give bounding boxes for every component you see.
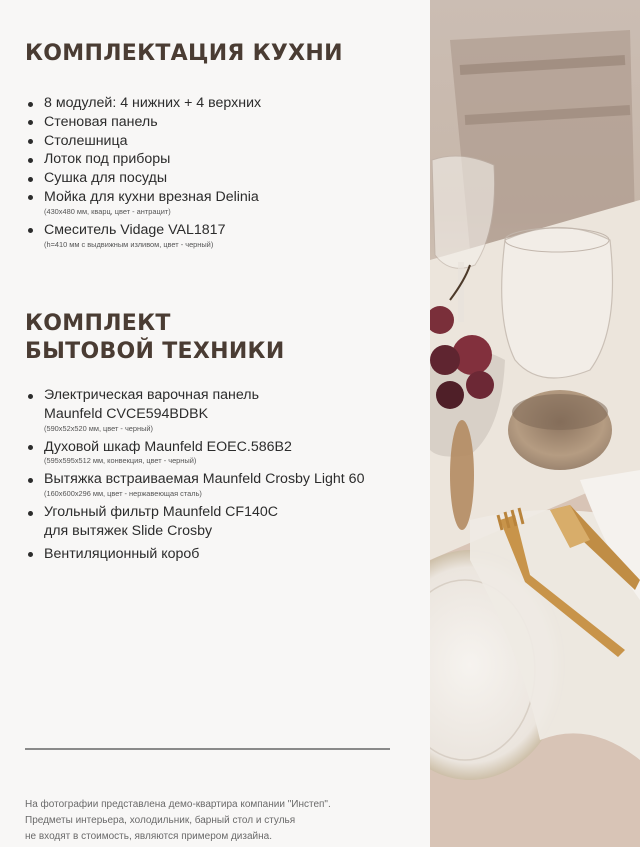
item-note: (430x480 мм, кварц, цвет - антрацит) [44,206,171,216]
appliances-items-list [25,386,364,564]
list-item [25,470,364,499]
item-note: (595x595x512 мм, конвекция, цвет - черный) [44,456,197,466]
list-item [25,132,261,151]
list-item [25,113,261,132]
divider [25,748,390,750]
section-title-kitchen: КОМПЛЕКТАЦИЯ КУХНИ [25,41,343,66]
list-item [25,188,261,217]
list-item [25,150,261,169]
item-text: Столешница [44,132,128,149]
list-item [25,169,261,188]
list-item [25,545,364,564]
list-item [25,386,364,434]
item-text: Смеситель Vidage VAL1817 [44,221,226,238]
footer-note [25,797,415,845]
kitchen-items-list [25,94,261,254]
footer-line-3: не входят в стоимость, являются примером дизайна. [25,831,272,842]
item-text: Сушка для посуды [44,170,168,187]
item-text: 8 модулей: 4 нижних + 4 верхних [44,95,262,111]
list-item [25,503,364,541]
footer-line-1: На фотографии представлена демо-квартира компании "Инстеп". [25,799,331,810]
footer-line-2: Предметы интерьера, холодильник, барный стол и стулья [25,815,296,826]
item-note: (590x52x520 мм, цвет - черный) [44,423,154,433]
item-text-line2: для вытяжек Slide Crosby [44,522,213,539]
table-setting-photo [430,0,640,847]
item-text: Вытяжка встраиваемая Maunfeld Crosby Light 60 [44,471,365,488]
list-item [25,94,261,113]
list-item [25,221,261,250]
item-note: (h=410 мм с выдвижным изливом, цвет - черный) [44,239,214,249]
section-title-appliances [25,310,285,366]
item-text: Угольный фильтр Maunfeld CF140C [44,504,279,521]
title-line-2: БЫТОВОЙ ТЕХНИКИ [25,339,285,364]
item-text-line2: Maunfeld CVCE594BDBK [44,405,209,422]
item-text: Духовой шкаф Maunfeld EOEC.586B2 [44,438,292,455]
item-text: Стеновая панель [44,113,158,130]
item-text: Вентиляционный короб [44,545,200,562]
title-line-1: КОМПЛЕКТ [25,311,171,336]
item-text: Мойка для кухни врезная Delinia [44,188,259,205]
item-text: Электрическая варочная панель [44,387,259,403]
item-text: Лоток под приборы [44,151,171,168]
list-item [25,438,364,467]
item-note: (160x600x296 мм, цвет - нержавеющая сталь) [44,489,202,499]
